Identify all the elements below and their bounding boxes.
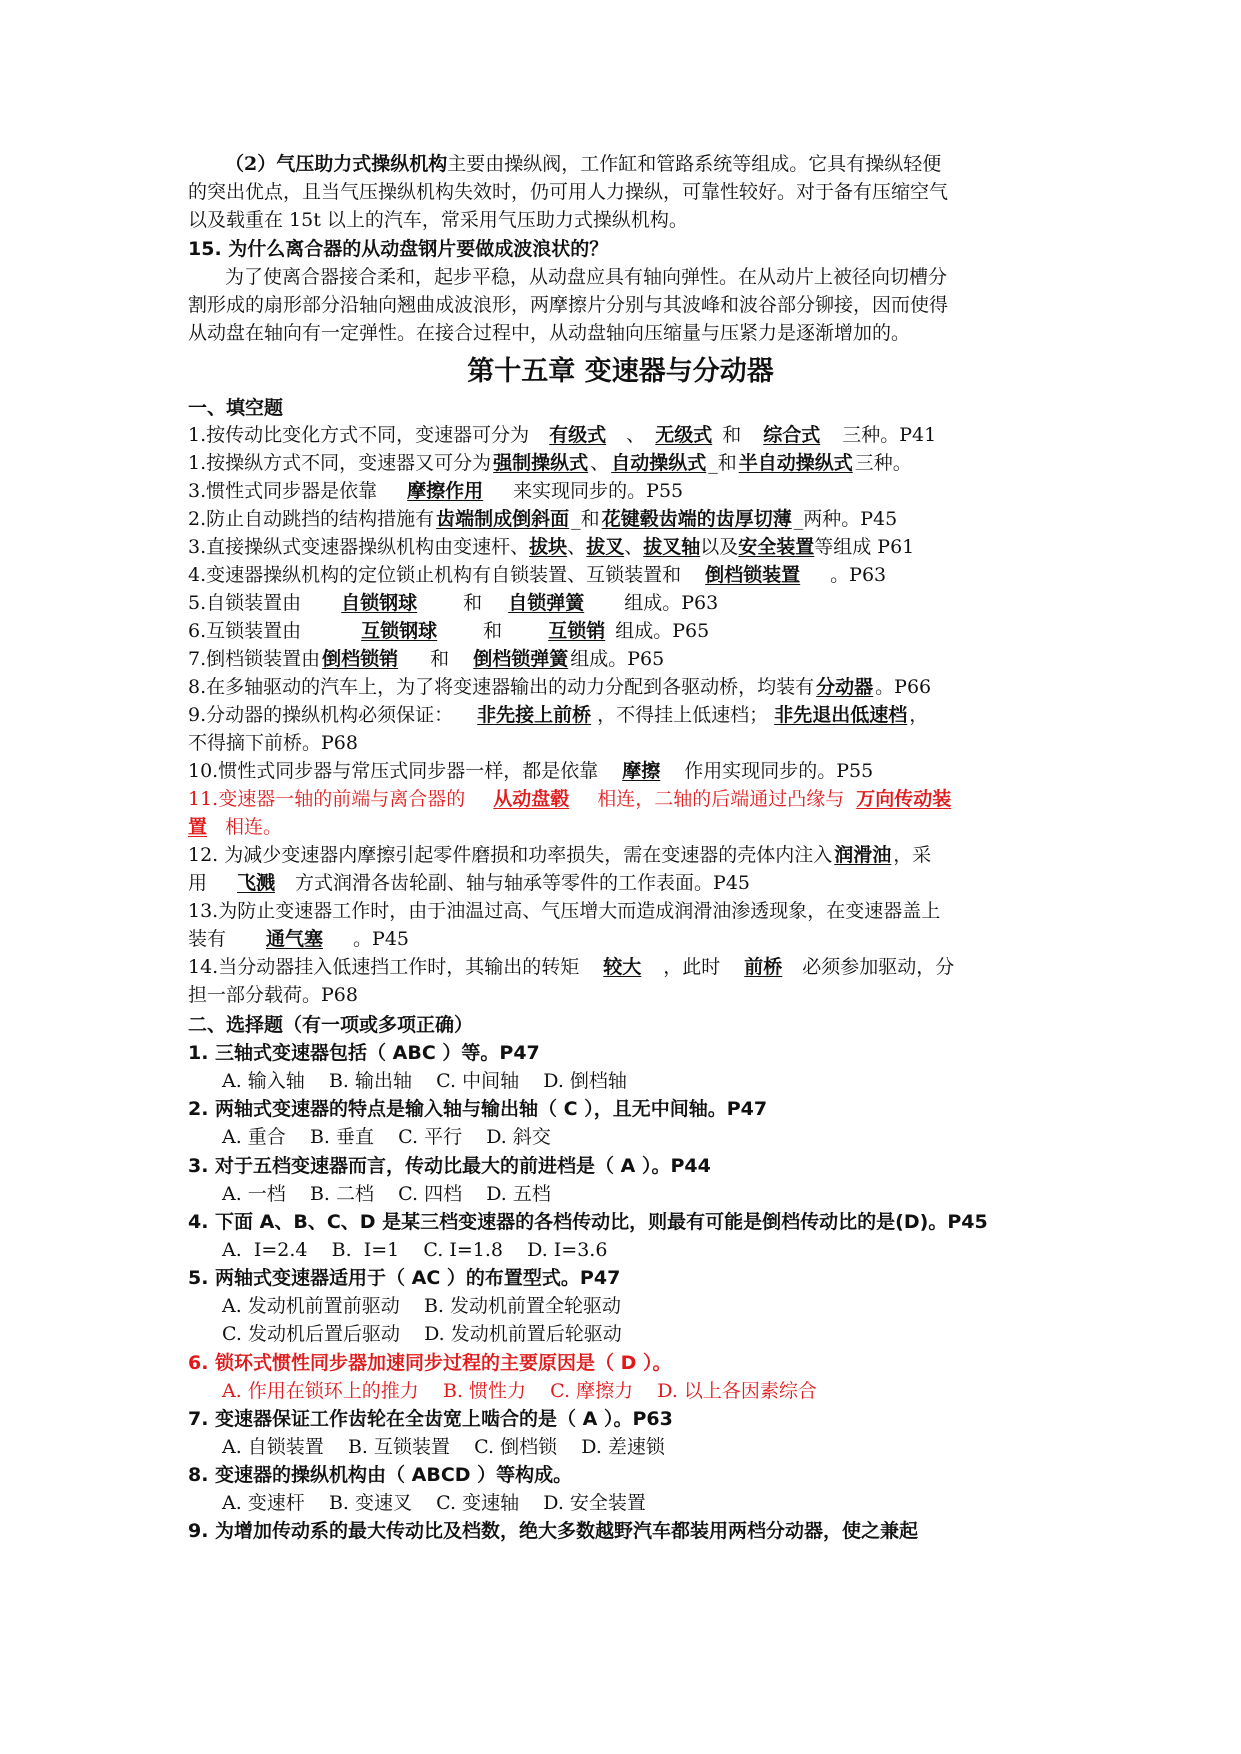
fill-item-cont: 不得摘下前桥。P68	[188, 732, 358, 754]
fill-item: 8.在多轴驱动的汽车上，为了将变速器输出的动力分配到各驱动桥，均装有 分动器 。P66	[188, 673, 931, 701]
answer-blank: 万向传动装	[856, 788, 952, 810]
intro-bold-term: （2）气压助力式操纵机构	[225, 153, 448, 175]
answer-blank: 置	[188, 816, 208, 838]
answer-blank: 安全装置	[738, 536, 815, 558]
intro-line-2: 的突出优点，且当气压操纵机构失效时，仍可用人力操纵，可靠性较好。对于备有压缩空气	[188, 181, 949, 203]
choice-question: 4. 下面 A、B、C、D 是某三档变速器的各档传动比，则最有可能是倒档传动比的是(D)。P45	[188, 1211, 988, 1233]
fill-item-highlight-cont: 置 相连。	[188, 813, 282, 841]
fill-item: 12. 为减少变速器内摩擦引起零件磨损和功率损失，需在变速器的壳体内注入 润滑油 ，采	[188, 841, 931, 869]
answer-blank: 通气塞	[266, 928, 324, 950]
answer-blank: 前桥	[744, 956, 783, 978]
answer-blank: 互锁销	[548, 620, 606, 642]
fill-item: 2.防止自动跳挡的结构措施有 齿端制成倒斜面 _和 花键毂齿端的齿厚切薄 _两种。P45	[188, 505, 897, 533]
fill-item: 3.直接操纵式变速器操纵机构由变速杆、拔块、拔叉、拔叉轴以及安全装置等组成 P61	[188, 533, 914, 561]
fill-item: 4.变速器操纵机构的定位锁止机构有自锁装置、互锁装置和 倒档锁装置 。P63	[188, 561, 886, 589]
answer-blank: 有级式	[549, 424, 607, 446]
fill-item: 1.按操纵方式不同，变速器又可分为 强制操纵式 、 自动操纵式 _和 半自动操纵式 三种。	[188, 449, 912, 477]
answer-blank: 分动器	[816, 676, 874, 698]
answer-blank: 拔叉轴	[643, 536, 701, 558]
answer-blank: 花键毂齿端的齿厚切薄	[601, 508, 792, 530]
answer-blank: 较大	[603, 956, 642, 978]
fill-item: 1.按传动比变化方式不同，变速器可分为 有级式 、 无级式 和 综合式 三种。P41	[188, 421, 936, 449]
fill-item: 3.惯性式同步器是依靠 摩擦作用 来实现同步的。P55	[188, 477, 683, 505]
answer-blank: 倒档锁销	[322, 648, 399, 670]
answer-blank: 摩擦作用	[407, 480, 484, 502]
answer-blank: 自动操纵式	[611, 452, 707, 474]
intro-line-3: 以及载重在 15t 以上的汽车，常采用气压助力式操纵机构。	[188, 209, 688, 231]
answer-blank: 半自动操纵式	[738, 452, 853, 474]
choice-options: A. I=2.4 B. I=1 C. I=1.8 D. I=3.6	[222, 1239, 608, 1261]
fill-item: 6.互锁装置由 互锁钢球 和 互锁销 组成。P65	[188, 617, 709, 645]
choice-question: 1. 三轴式变速器包括（ ABC ）等。P47	[188, 1042, 540, 1064]
intro-line-1-rest: 主要由操纵阀，工作缸和管路系统等组成。它具有操纵轻便	[447, 153, 942, 175]
answer-blank: 倒档锁装置	[705, 564, 801, 586]
answer-blank: 非先退出低速档	[774, 704, 908, 726]
answer-blank: 强制操纵式	[493, 452, 589, 474]
fill-item: 7.倒档锁装置由 倒档锁销 和 倒档锁弹簧 组成。P65	[188, 645, 664, 673]
choice-options: A. 发动机前置前驱动 B. 发动机前置全轮驱动	[222, 1295, 622, 1317]
fill-item: 10.惯性式同步器与常压式同步器一样，都是依靠 摩擦 作用实现同步的。P55	[188, 757, 873, 785]
choice-options: A. 变速杆 B. 变速叉 C. 变速轴 D. 安全装置	[222, 1492, 646, 1514]
fill-item-highlight: 11.变速器一轴的前端与离合器的 从动盘毂 相连，二轴的后端通过凸缘与 万向传动装	[188, 785, 951, 813]
fill-item: 14.当分动器挂入低速挡工作时，其输出的转矩 较大 ，此时 前桥 必须参加驱动，分	[188, 953, 954, 981]
choice-question: 7. 变速器保证工作齿轮在全齿宽上啮合的是（ A ）。P63	[188, 1408, 673, 1430]
answer-blank: 自锁钢球	[341, 592, 418, 614]
fill-item-cont: 担一部分载荷。P68	[188, 984, 358, 1006]
answer-blank: 自锁弹簧	[508, 592, 585, 614]
choice-question: 9. 为增加传动系的最大传动比及档数，绝大多数越野汽车都装用两档分动器，使之兼起	[188, 1520, 919, 1542]
answer-15-line-3: 从动盘在轴向有一定弹性。在接合过程中，从动盘轴向压缩量与压紧力是逐渐增加的。	[188, 322, 911, 344]
choice-options: A. 重合 B. 垂直 C. 平行 D. 斜交	[222, 1126, 551, 1148]
choice-question-highlight: 6. 锁环式惯性同步器加速同步过程的主要原因是（ D ）。	[188, 1352, 672, 1374]
choice-options-highlight: A. 作用在锁环上的推力 B. 惯性力 C. 摩擦力 D. 以上各因素综合	[222, 1380, 817, 1402]
choice-question: 5. 两轴式变速器适用于（ AC ）的布置型式。P47	[188, 1267, 621, 1289]
choice-options: A. 一档 B. 二档 C. 四档 D. 五档	[222, 1183, 551, 1205]
choice-question: 8. 变速器的操纵机构由（ ABCD ）等构成。	[188, 1464, 573, 1486]
fill-item: 13.为防止变速器工作时，由于油温过高、气压增大而造成润滑油渗透现象，在变速器盖上	[188, 900, 941, 922]
fill-item-cont: 用 飞溅 方式润滑各齿轮副、轴与轴承等零件的工作表面。P45	[188, 869, 750, 897]
answer-blank: 齿端制成倒斜面	[436, 508, 570, 530]
answer-15-line-2: 割形成的扇形部分沿轴向翘曲成波浪形，两摩擦片分别与其波峰和波谷部分铆接，因而使得	[188, 294, 949, 316]
choice-options: A. 自锁装置 B. 互锁装置 C. 倒档锁 D. 差速锁	[222, 1436, 665, 1458]
fill-item-cont: 装有 通气塞 。P45	[188, 925, 409, 953]
answer-blank: 综合式	[763, 424, 821, 446]
answer-blank: 非先接上前桥	[477, 704, 592, 726]
choice-question: 3. 对于五档变速器而言，传动比最大的前进档是（ A ）。P44	[188, 1155, 711, 1177]
intro-line-1	[225, 150, 941, 178]
answer-blank: 润滑油	[834, 844, 892, 866]
question-15: 15. 为什么离合器的从动盘钢片要做成波浪状的？	[188, 238, 609, 260]
answer-blank: 拔叉	[586, 536, 625, 558]
answer-blank: 拔块	[529, 536, 568, 558]
answer-blank: 摩擦	[622, 760, 661, 782]
section-choice-title: 二、选择题（有一项或多项正确）	[188, 1014, 474, 1036]
choice-options: A. 输入轴 B. 输出轴 C. 中间轴 D. 倒档轴	[222, 1070, 627, 1092]
chapter-title: 第十五章 变速器与分动器	[467, 356, 774, 387]
answer-blank: 飞溅	[237, 872, 276, 894]
choice-options: C. 发动机后置后驱动 D. 发动机前置后轮驱动	[222, 1323, 622, 1345]
answer-15-line-1: 为了使离合器接合柔和，起步平稳，从动盘应具有轴向弹性。在从动片上被径向切槽分	[225, 266, 948, 288]
choice-question: 2. 两轴式变速器的特点是输入轴与输出轴（ C ），且无中间轴。P47	[188, 1098, 768, 1120]
fill-item: 5.自锁装置由 自锁钢球 和 自锁弹簧 组成。P63	[188, 589, 718, 617]
answer-blank: 无级式	[655, 424, 713, 446]
answer-blank: 从动盘毂	[493, 788, 570, 810]
section-fill-title: 一、填空题	[188, 397, 284, 419]
fill-item: 9.分动器的操纵机构必须保证： 非先接上前桥 ，不得挂上低速档； 非先退出低速档 ，	[188, 701, 928, 729]
answer-blank: 倒档锁弹簧	[473, 648, 569, 670]
answer-blank: 互锁钢球	[361, 620, 438, 642]
